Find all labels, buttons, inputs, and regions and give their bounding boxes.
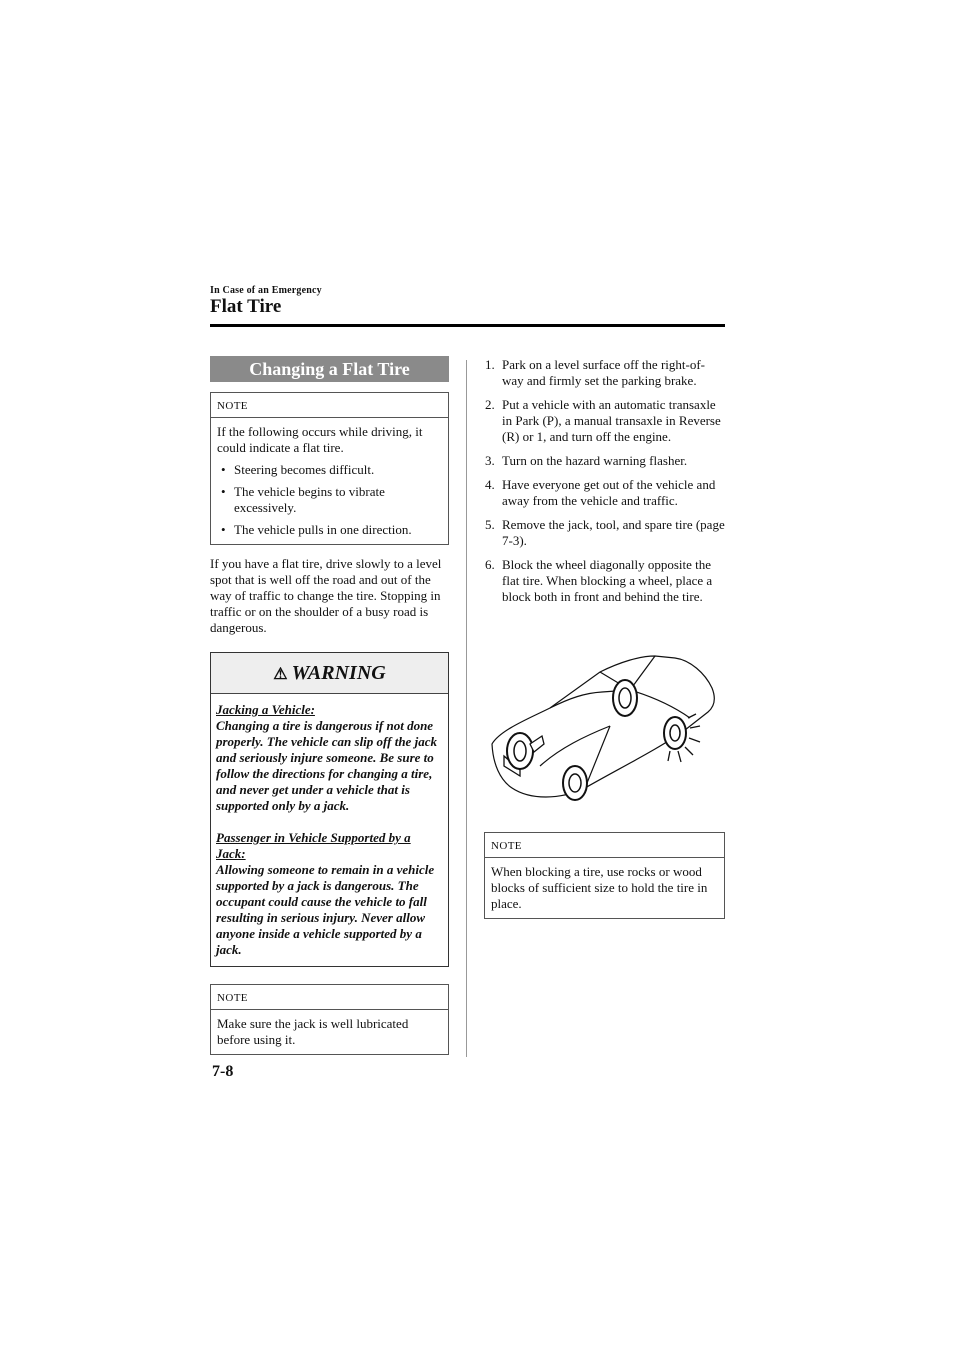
warning-subtitle-jacking: Jacking a Vehicle: — [216, 702, 315, 717]
step-item: 1. Park on a level surface off the right-of-way and firmly set the parking brake. — [485, 357, 705, 388]
note-label: NOTE — [211, 393, 448, 418]
section-banner: Changing a Flat Tire — [210, 356, 449, 382]
warning-subtitle-passenger: Passenger in Vehicle Supported by a Jack: — [216, 830, 411, 861]
note-box-symptoms — [210, 392, 449, 545]
wheel-blocking-illustration — [490, 648, 725, 808]
list-item: • The vehicle begins to vibrate excessively. — [217, 484, 442, 516]
warning-label: WARNING — [291, 662, 386, 684]
page-number: 7-8 — [212, 1063, 234, 1080]
symptom-list — [217, 462, 442, 538]
page-title: Flat Tire — [210, 296, 282, 317]
note-box-lubrication — [210, 984, 449, 1055]
note-label: NOTE — [211, 985, 448, 1010]
note-box-blocking — [484, 832, 725, 919]
warning-text-jacking: Changing a tire is dangerous if not done properly. The vehicle can slip off the jack and seriously injure someone. Be sure to follow the directions for changing a tire, and never get under a vehicle that is supported only by a jack. — [216, 718, 437, 813]
warning-triangle-icon: ⚠ — [273, 666, 288, 683]
column-divider — [466, 360, 467, 1057]
note-text: Make sure the jack is well lubricated before using it. — [217, 1016, 409, 1047]
step-item: 3. Turn on the hazard warning flasher. — [485, 453, 688, 468]
section-label: In Case of an Emergency — [210, 285, 322, 296]
warning-box — [210, 652, 449, 967]
blocked-wheel-icon — [504, 733, 544, 776]
list-item: • The vehicle pulls in one direction. — [217, 522, 442, 538]
title-rule — [210, 324, 725, 327]
step-item: 2. Put a vehicle with an automatic transaxle in Park (P), a manual transaxle in Reverse (R) or 1, and turn off the engine. — [485, 397, 721, 444]
wheel-icon — [563, 766, 587, 800]
note-label: NOTE — [485, 833, 724, 858]
intro-paragraph: If you have a flat tire, drive slowly to a level spot that is well off the road and out of the way of traffic to change the tire. Stopping in traffic or on the shoulder of a busy road is dangerous. — [210, 556, 442, 635]
warning-header — [211, 653, 448, 694]
warning-text-passenger: Allowing someone to remain in a vehicle supported by a jack is dangerous. The occupant could cause the vehicle to fall resulting in serious injury. Never allow anyone inside a vehicle supported by a jack. — [216, 862, 435, 957]
flat-tire-icon — [664, 714, 700, 762]
wheel-icon — [613, 680, 637, 716]
list-item: • Steering becomes difficult. — [217, 462, 442, 478]
note-intro: If the following occurs while driving, it could indicate a flat tire. — [217, 424, 423, 455]
procedure-steps — [484, 357, 726, 613]
step-item: 6. Block the wheel diagonally opposite the flat tire. When blocking a wheel, place a block both in front and behind the tire. — [485, 557, 713, 604]
note-text: When blocking a tire, use rocks or wood blocks of sufficient size to hold the tire in place. — [491, 864, 708, 911]
step-item: 5. Remove the jack, tool, and spare tire (page 7-3). — [485, 517, 725, 548]
step-item: 4. Have everyone get out of the vehicle and away from the vehicle and traffic. — [485, 477, 716, 508]
